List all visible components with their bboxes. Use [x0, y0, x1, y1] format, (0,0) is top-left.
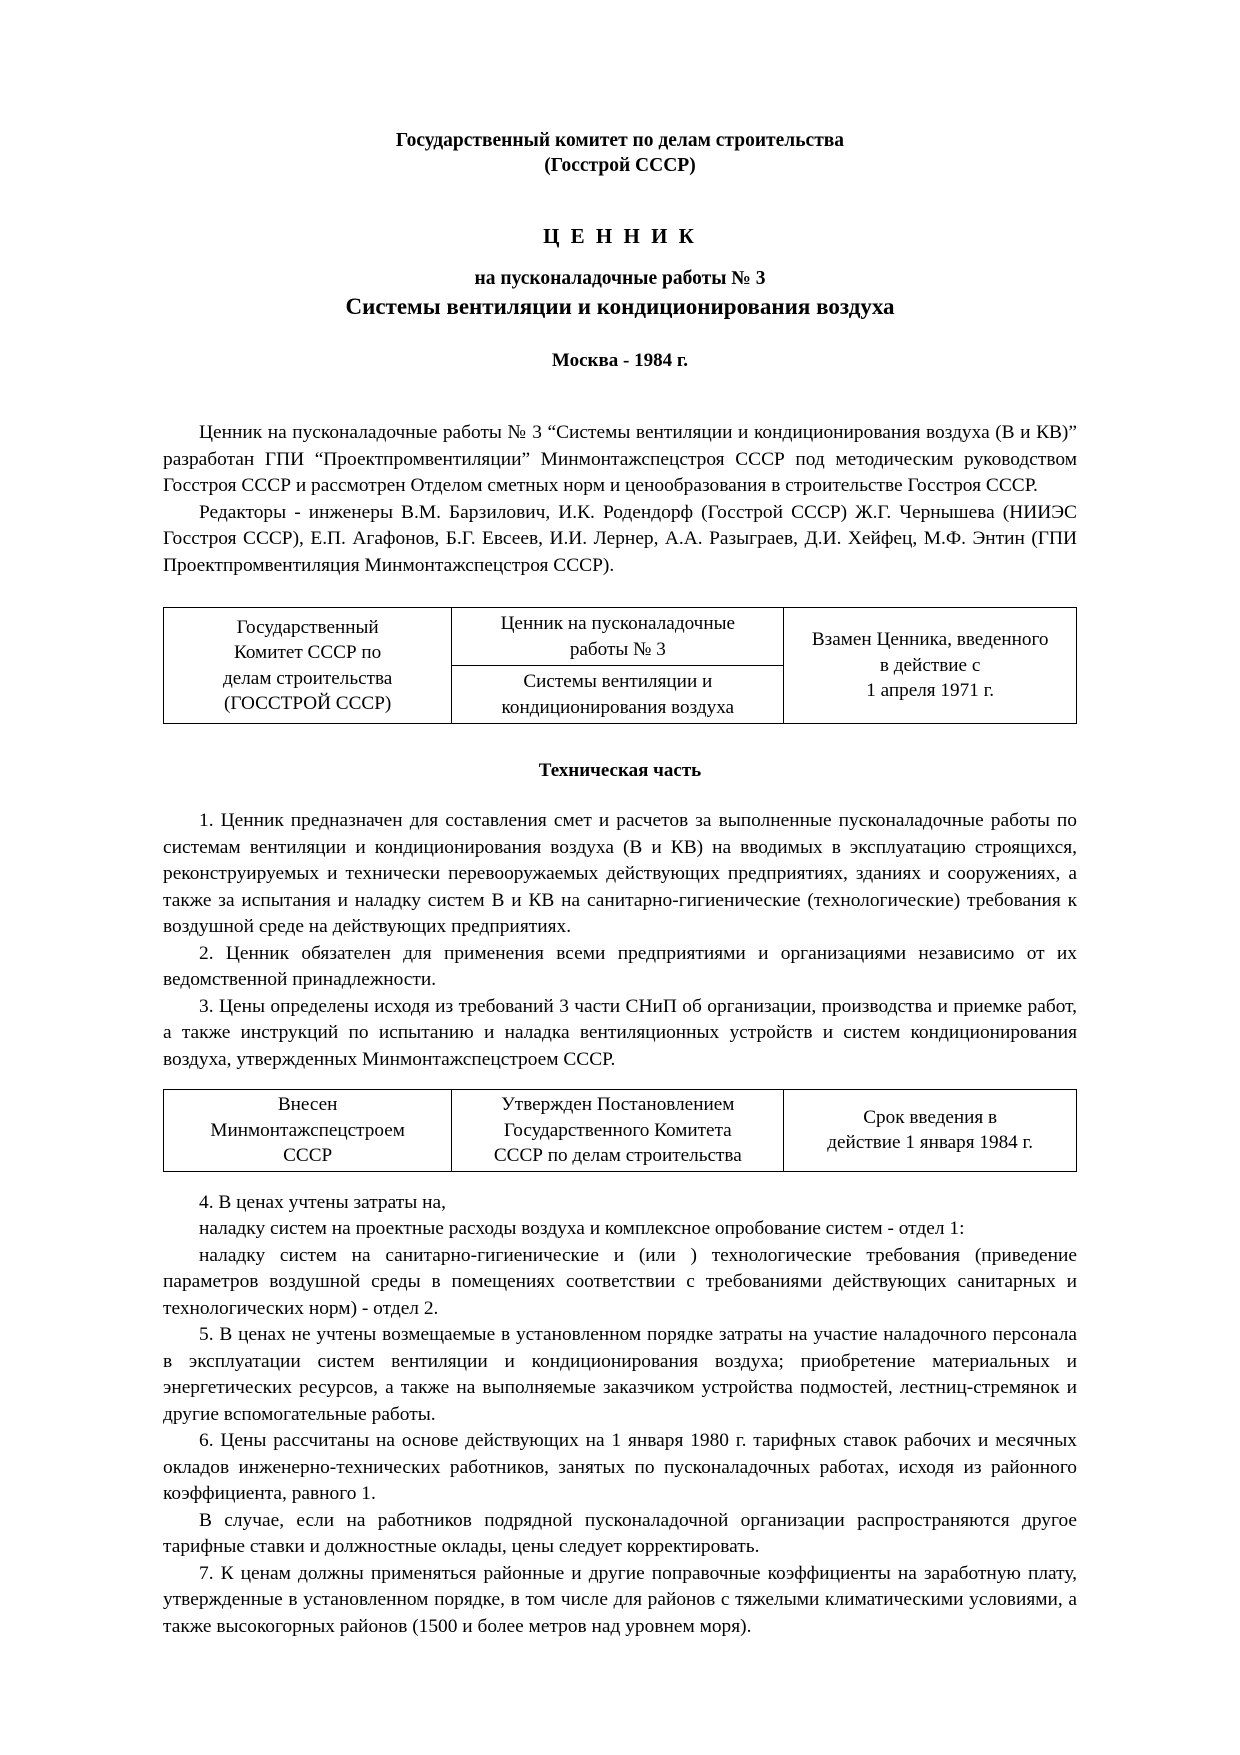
spacer — [163, 1073, 1077, 1089]
systems-name-cell — [452, 666, 784, 724]
systems-name-line-1: Системы вентиляции и — [523, 671, 713, 692]
issuing-authority-line-4: (ГОССТРОЙ СССР) — [223, 693, 392, 714]
spacer — [163, 579, 1077, 607]
spacer — [163, 724, 1077, 760]
spacer — [163, 322, 1077, 350]
spacer — [163, 249, 1077, 265]
intro-paragraph-1: Ценник на пусконаладочные работы № 3 “Системы вентиляции и кондиционирования воздуха (В и КВ)” разработан ГПИ “Проектпромвентиляции” Минмонтажспецстроя СССР под методическим руководством Госстроя СССР и рассмотрен Отделом сметных норм и ценообразования в строительстве Госстроя СССР. — [163, 422, 1077, 496]
technical-item-4-sub-b: наладку систем на санитарно-гигиенические и (или ) технологические требования (приведение параметров воздушной среды в помещениях соответствии с требованиями действующих санитарных и технологических норм) - отдел 2. — [163, 1244, 1077, 1319]
approval-table — [163, 1089, 1077, 1172]
technical-item-6-note: В случае, если на работников подрядной пусконаладочной организации распространяются другое тарифные ставки и должностные оклады, цены следует корректировать. — [163, 1509, 1077, 1557]
replaces-line-3: 1 апреля 1971 г. — [866, 680, 995, 702]
issuing-authority-cell — [164, 608, 452, 724]
issuing-authority-line-1: Государственный — [236, 616, 379, 638]
table-row — [164, 608, 1077, 666]
document-name: Системы вентиляции и кондиционирования воздуха — [345, 294, 895, 319]
document-kind: Ц Е Н Н И К — [543, 224, 697, 248]
table-row — [164, 1090, 1077, 1172]
submitted-by-line-2: Минмонтажспецстроем — [210, 1119, 405, 1141]
technical-item-2: 2. Ценник обязателен для применения всеми предприятиями и организациями независимо от их ведомственной принадлежности. — [163, 942, 1077, 990]
spacer — [163, 782, 1077, 808]
approved-by-line-1: Утвержден Постановлением — [501, 1094, 735, 1115]
issuing-authority-line-3: делам строительства — [222, 667, 393, 689]
submitted-by-cell — [164, 1090, 452, 1172]
approved-by-cell — [452, 1090, 784, 1172]
technical-item-6: 6. Цены рассчитаны на основе действующих на 1 января 1980 г. тарифных ставок рабочих и месячных окладов инженерно-технических работников, занятых по пусконаладочных работах, исходя из районного коэффициента, равного 1. — [163, 1430, 1077, 1504]
price-list-title-line-1: Ценник на пусконаладочные — [500, 613, 736, 634]
technical-item-3: 3. Цены определены исходя из требований 3 части СНиП об организации, производства и приемке работ, а также инструкций по испытанию и наладка вентиляционных устройств и систем кондиционирования воздуха, утвержденных Минмонтажспецстроем СССР. — [163, 995, 1077, 1070]
spacer — [163, 178, 1077, 224]
technical-item-4-sub-a: наладку систем на проектные расходы воздуха и комплексное опробование систем - отдел 1: — [199, 1218, 965, 1239]
document-subtitle: на пусконаладочные работы № 3 — [474, 268, 766, 289]
spacer — [163, 372, 1077, 420]
organization-line-1: Государственный комитет по делам строительства — [395, 130, 845, 151]
technical-item-5: 5. В ценах не учтены возмещаемые в установленном порядке затраты на участие наладочного персонала в эксплуатации систем вентиляции и кондиционирования воздуха; приобретение материальных и энергетических ресурсов, а также на выполняемые заказчиком устройства подмостей, лестниц-стремянок и другие вспомогательные работы. — [163, 1324, 1077, 1425]
spacer — [163, 1172, 1077, 1190]
intro-paragraph-2: Редакторы - инженеры В.М. Барзилович, И.К. Родендорф (Госстрой СССР) Ж.Г. Чернышева (НИИЭС Госстроя СССР), Е.П. Агафонов, Б.Г. Евсеев, И.И. Лернер, А.А. Разыграев, Д.И. Хейфец, М.Ф. Энтин (ГПИ Проектпромвентиляция Минмонтажспецстроя СССР). — [163, 501, 1077, 576]
replaces-line-2: в действие с — [879, 654, 981, 676]
issuing-authority-line-2: Комитет СССР по — [233, 642, 382, 663]
technical-item-7: 7. К ценам должны применяться районные и другие поправочные коэффициенты на заработную плату, утвержденные в установленном порядке, в том числе для районов с тяжелыми климатическими условиями, а также высокогорных районов (1500 и более метров над уровнем моря). — [163, 1562, 1077, 1637]
approved-by-line-3: СССР по делам строительства — [493, 1145, 742, 1166]
effective-date-line-1: Срок введения в — [863, 1106, 998, 1128]
price-list-title-cell — [452, 608, 784, 666]
effective-date-cell — [784, 1090, 1077, 1172]
price-list-title-line-2: работы № 3 — [569, 638, 666, 660]
place-and-year: Москва - 1984 г. — [551, 350, 689, 371]
page-content — [163, 128, 1077, 1640]
replaces-line-1: Взамен Ценника, введенного — [811, 629, 1049, 651]
effective-date-line-2: действие 1 января 1984 г. — [827, 1132, 1034, 1154]
systems-name-line-2: кондиционирования воздуха — [501, 696, 735, 718]
approved-by-line-2: Государственного Комитета — [503, 1119, 732, 1141]
organization-line-2: (Госстрой СССР) — [544, 155, 696, 176]
replaces-cell — [784, 608, 1077, 724]
title-block — [163, 128, 1077, 178]
technical-item-1: 1. Ценник предназначен для составления смет и расчетов за выполненные пусконаладочные работы по системам вентиляции и кондиционирования воздуха (В и КВ) на вводимых в эксплуатацию строящихся, реконструируемых и технически перевооружаемых действующих предприятиях, зданиях и сооружениях, а также за испытания и наладку систем В и КВ на санитарно-гигиенические (технологические) требования к воздушной среде на действующих предприятиях. — [163, 810, 1077, 937]
submitted-by-line-3: СССР — [283, 1145, 333, 1166]
header-table — [163, 607, 1077, 724]
technical-part-heading: Техническая часть — [538, 760, 702, 781]
submitted-by-line-1: Внесен — [277, 1094, 338, 1115]
technical-item-4-head: 4. В ценах учтены затраты на, — [199, 1191, 446, 1213]
